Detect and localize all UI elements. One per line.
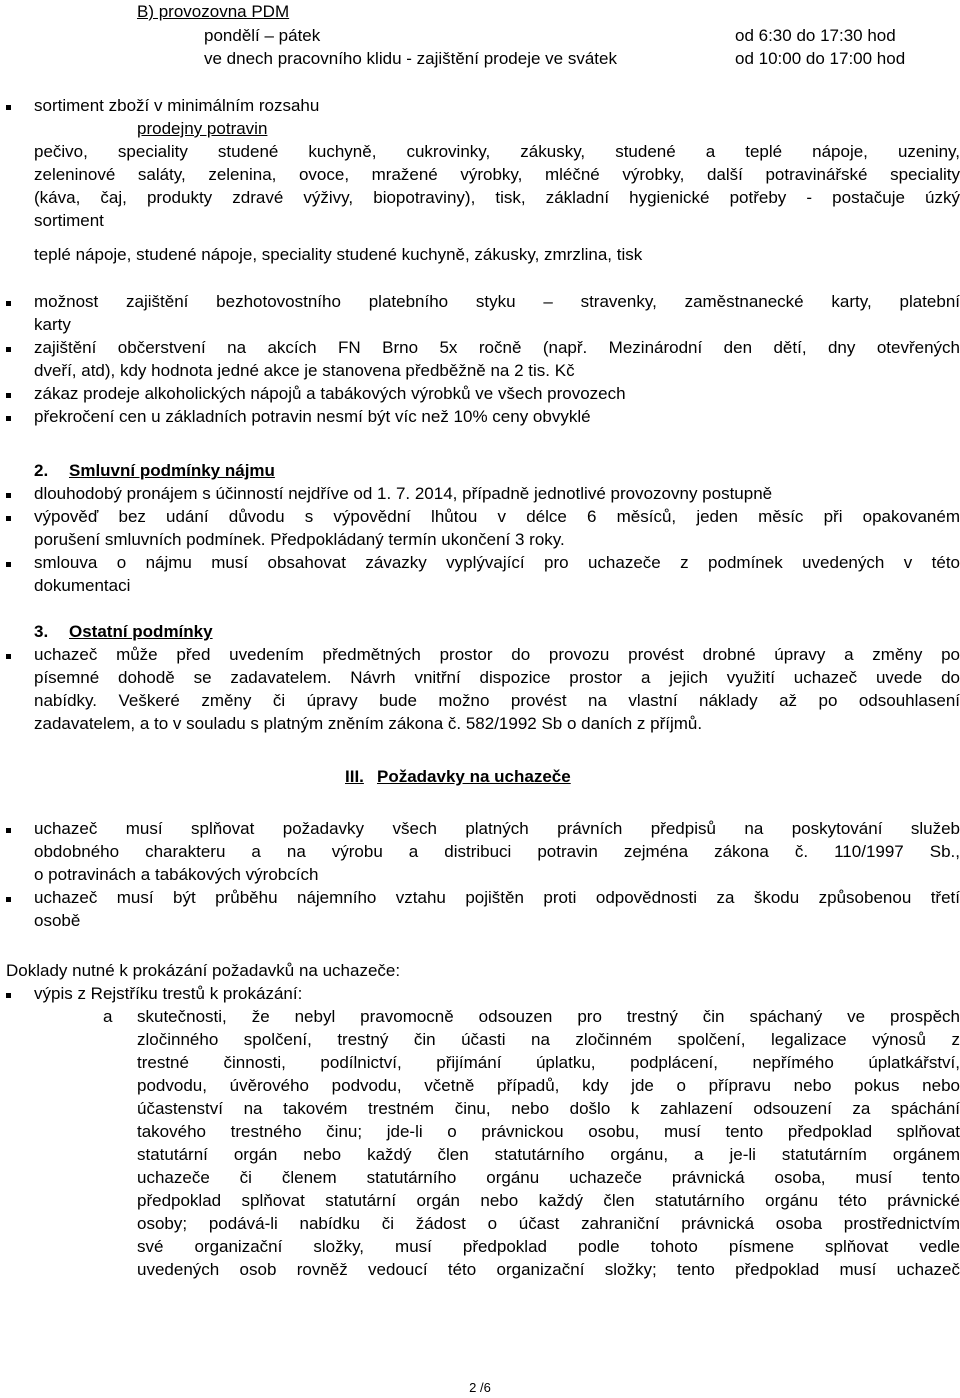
bullet-line: osobě	[34, 911, 81, 930]
hours-time: od 6:30 do 17:30 hod	[735, 26, 896, 45]
bullet-line: dveří, atd), kdy hodnota jedné akce je stanovena předběžně na 2 tis. Kč	[34, 361, 575, 380]
hours-day: ve dnech pracovního klidu - zajištění prodeje ve svátek	[204, 49, 617, 68]
sub-item-line: zločinného spolčení, trestný čin účasti na zločinném spolčení, legalizace výnosů z	[137, 1030, 960, 1049]
assortment-line: (káva, čaj, produkty zdravé výživy, biopotraviny), tisk, základní hygienické potřeby - postačuje úzký	[34, 188, 960, 207]
bullet-line: o potravinách a tabákových výrobcích	[34, 865, 319, 884]
section-number: III.	[345, 767, 364, 786]
section-title: Požadavky na uchazeče	[377, 767, 571, 786]
section-number: 3.	[34, 622, 49, 641]
bullet-line: nabídky. Veškeré změny či úpravy bude možno provést na vlastní náklady až po odsouhlasení	[34, 691, 960, 710]
bullet-marker	[6, 105, 11, 110]
section-title: Smluvní podmínky nájmu	[69, 461, 275, 480]
bullet-marker	[6, 416, 11, 421]
sub-item-line: uvedených osob rovněž vedoucí této organizační složky; tento předpoklad musí uchazeč	[137, 1260, 960, 1279]
section-title: Ostatní podmínky	[69, 622, 213, 641]
sub-item-line: uchazeče či členem statutárního orgánu uchazeče právnická osoba, musí tento	[137, 1168, 960, 1187]
bullet-line: uchazeč musí být průběhu nájemního vztahu pojištěn proti odpovědnosti za škodu způsobenou třetí	[34, 888, 960, 907]
bullet-line: uchazeč musí splňovat požadavky všech platných právních předpisů na poskytování služeb	[34, 819, 960, 838]
bullet-marker	[6, 347, 11, 352]
assortment-stand-line: teplé nápoje, studené nápoje, speciality studené kuchyně, zákusky, zmrzlina, tisk	[34, 245, 643, 264]
bullet-line: karty	[34, 315, 71, 334]
bullet-line: výpověď bez udání důvodu s výpovědní lhůtou v délce 6 měsíců, jeden měsíc při opakovaném	[34, 507, 960, 526]
bullet-line: dlouhodobý pronájem s účinností nejdříve od 1. 7. 2014, případně jednotlivé provozovny postupně	[34, 484, 773, 503]
sub-item-line: skutečnosti, že nebyl pravomocně odsouzen pro trestný čin spáchaný ve prospěch	[137, 1007, 960, 1026]
bullet-line: možnost zajištění bezhotovostního platebního styku – stravenky, zaměstnanecké karty, platební	[34, 292, 960, 311]
bullet-line: překročení cen u základních potravin nesmí být víc než 10% ceny obvyklé	[34, 407, 591, 426]
assortment-title: sortiment zboží v minimálním rozsahu	[34, 96, 320, 115]
bullet-line: zadavatelem, a to v souladu s platným zněním zákona č. 582/1992 Sb o daních z příjmů.	[34, 714, 703, 733]
bullet-marker	[6, 828, 11, 833]
bullet-marker	[6, 993, 11, 998]
sub-item-line: své organizační složky, musí předpoklad podle tohoto písmene splňovat vedle	[137, 1237, 960, 1256]
assortment-shop-label: prodejny potravin	[137, 119, 268, 138]
bullet-line: zajištění občerstvení na akcích FN Brno 5x ročně (např. Mezinárodní den dětí, dny otevřených	[34, 338, 960, 357]
documents-item: výpis z Rejstříku trestů k prokázání:	[34, 984, 303, 1003]
hours-time: od 10:00 do 17:00 hod	[735, 49, 906, 68]
sub-item-line: předpoklad splňovat statutární orgán nebo každý člen statutárního orgánu této právnické	[137, 1191, 960, 1210]
bullet-line: uchazeč může před uvedením předmětných prostor do provozu provést drobné úpravy a změny po	[34, 645, 960, 664]
sub-item-line: statutární orgán nebo každý člen statutárního orgánu, a je-li statutárním orgánem	[137, 1145, 960, 1164]
sub-item-line: takového trestného činu; jde-li o právnickou osobu, musí tento předpoklad splňovat	[137, 1122, 960, 1141]
page-number: 2 /6	[469, 1380, 491, 1395]
bullet-line: zákaz prodeje alkoholických nápojů a tabákových výrobků ve všech provozech	[34, 384, 626, 403]
assortment-line: zeleninové saláty, zelenina, ovoce, mražené výrobky, mléčné výrobky, další potravinářské speciality	[34, 165, 960, 184]
bullet-marker	[6, 493, 11, 498]
bullet-line: dokumentaci	[34, 576, 131, 595]
sub-item-line: podvodu, úvěrového podvodu, včetně případů, kdy jde o přípravu nebo pokus nebo	[137, 1076, 960, 1095]
bullet-marker	[6, 301, 11, 306]
section-heading-b: B) provozovna PDM	[137, 2, 290, 21]
bullet-line: smlouva o nájmu musí obsahovat závazky vyplývající pro uchazeče z podmínek uvedených v této	[34, 553, 960, 572]
section-number: 2.	[34, 461, 49, 480]
bullet-line: obdobného charakteru a na výrobu a distribuci potravin zejména zákona č. 110/1997 Sb.,	[34, 842, 960, 861]
sub-item-line: účastenství na takovém trestném činu, nebo došlo k zahlazení odsouzení za spáchání	[137, 1099, 960, 1118]
sub-item-letter: a	[103, 1007, 113, 1026]
bullet-marker	[6, 562, 11, 567]
assortment-line: pečivo, speciality studené kuchyně, cukrovinky, zákusky, studené a teplé nápoje, uzeniny,	[34, 142, 960, 161]
hours-day: pondělí – pátek	[204, 26, 321, 45]
bullet-marker	[6, 654, 11, 659]
assortment-line: sortiment	[34, 211, 104, 230]
bullet-marker	[6, 897, 11, 902]
sub-item-line: trestné činnosti, podílnictví, přijímání úplatku, podplácení, nepřímého úplatkářství,	[137, 1053, 960, 1072]
bullet-line: porušení smluvních podmínek. Předpokládaný termín ukončení 3 roky.	[34, 530, 565, 549]
bullet-line: písemné dohodě se zadavatelem. Návrh vnitřní dispozice prostor a jejich využití uchazeč uvede do	[34, 668, 960, 687]
bullet-marker	[6, 393, 11, 398]
sub-item-line: osoby; podává-li nabídku či žádost o účast zahraniční právnická osoba prostřednictvím	[137, 1214, 960, 1233]
bullet-marker	[6, 516, 11, 521]
documents-intro: Doklady nutné k prokázání požadavků na uchazeče:	[6, 961, 401, 980]
